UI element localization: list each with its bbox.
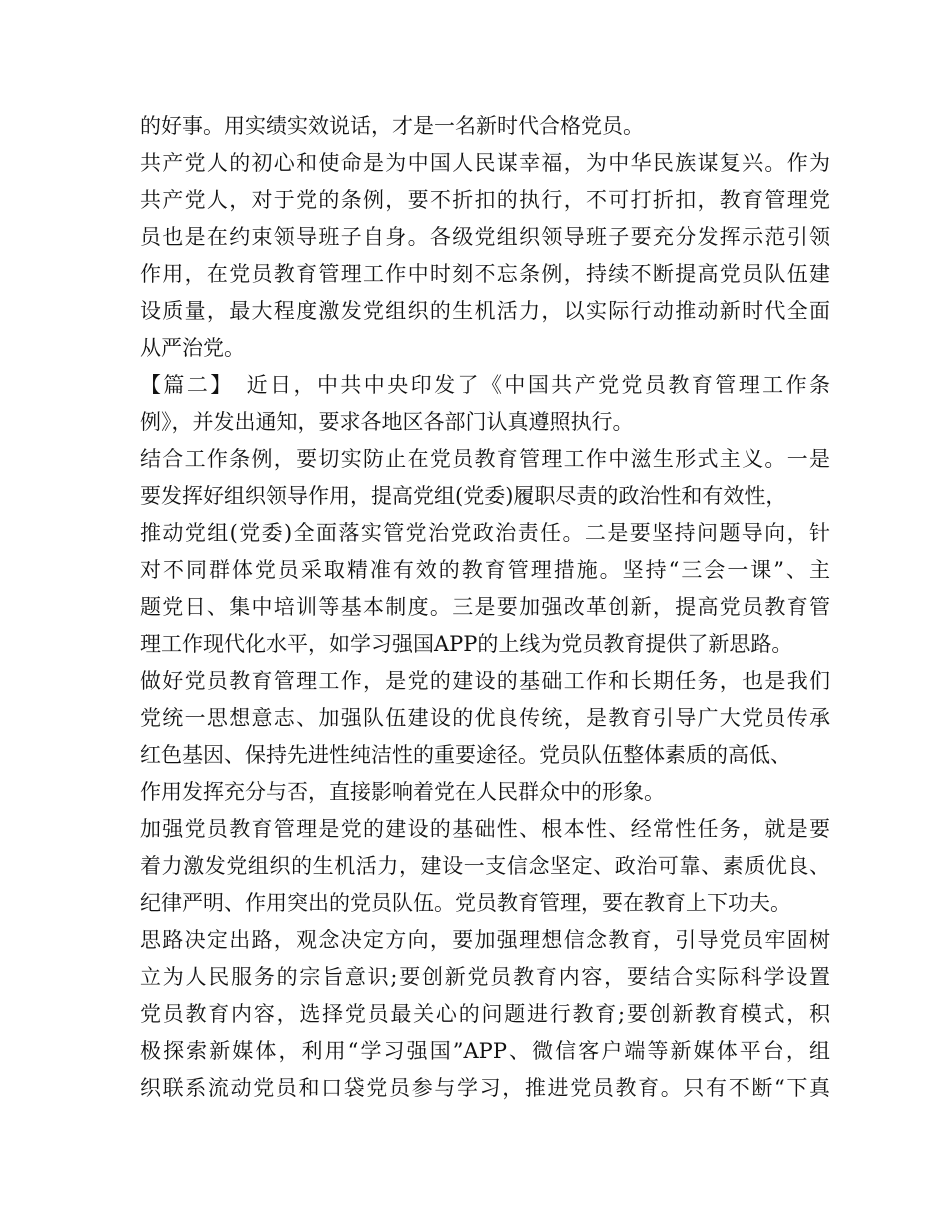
text-line: 要发挥好组织领导作用，提高党组(党委)履职尽责的政治性和有效性， [140,484,787,508]
text-line: 加强党员教育管理是党的建设的基础性、根本性、经常性任务，就是要 [140,817,830,841]
text-line: 红色基因、保持先进性纯洁性的重要途径。党员队伍整体素质的高低、 [140,743,791,767]
text-line: 设质量，最大程度激发党组织的生机活力，以实际行动推动新时代全面 [140,299,830,323]
text-line: 极探索新媒体，利用“学习强国”APP、微信客户端等新媒体平台，组 [140,1039,830,1063]
document-body [140,108,830,1107]
text-line: 党统一思想意志、加强队伍建设的优良传统，是教育引导广大党员传承 [140,706,830,730]
text-line: 从严治党。 [140,336,245,360]
text-line: 的好事。用实绩实效说话，才是一名新时代合格党员。 [140,114,644,138]
text-line: 做好党员教育管理工作，是党的建设的基础工作和长期任务，也是我们 [140,669,830,693]
text-line: 纪律严明、作用突出的党员队伍。党员教育管理，要在教育上下功夫。 [140,891,791,915]
text-line: 对不同群体党员采取精准有效的教育管理措施。坚持“三会一课”、主 [140,558,830,582]
text-line: 结合工作条例，要切实防止在党员教育管理工作中滋生形式主义。一是 [140,447,830,471]
text-line: 作用发挥充分与否，直接影响着党在人民群众中的形象。 [140,780,665,804]
text-line: 题党日、集中培训等基本制度。三是要加强改革创新，提高党员教育管 [140,595,830,619]
text-line: 思路决定出路，观念决定方向，要加强理想信念教育，引导党员牢固树 [140,928,830,952]
text-line: 理工作现代化水平，如学习强国APP的上线为党员教育提供了新思路。 [140,632,793,656]
text-line: 党员教育内容，选择党员最关心的问题进行教育;要创新教育模式，积 [140,1002,830,1026]
text-line: 例》，并发出通知，要求各地区各部门认真遵照执行。 [140,410,634,434]
text-line: 员也是在约束领导班子自身。各级党组织领导班子要充分发挥示范引领 [140,225,830,249]
text-line: 立为人民服务的宗旨意识;要创新党员教育内容，要结合实际科学设置 [140,965,830,989]
text-line: 共产党人，对于党的条例，要不折扣的执行，不可打折扣，教育管理党 [140,188,830,212]
text-line: 着力激发党组织的生机活力，建设一支信念坚定、政治可靠、素质优良、 [140,854,830,878]
text-line: 作用，在党员教育管理工作中时刻不忘条例，持续不断提高党员队伍建 [140,262,830,286]
text-line: 织联系流动党员和口袋党员参与学习，推进党员教育。只有不断“下真 [140,1076,830,1100]
text-column [140,108,830,1107]
text-line: 推动党组(党委)全面落实管党治党政治责任。二是要坚持问题导向，针 [140,521,830,545]
text-line: 共产党人的初心和使命是为中国人民谋幸福，为中华民族谋复兴。作为 [140,151,830,175]
text-line: 【篇二】 近日，中共中央印发了《中国共产党党员教育管理工作条 [140,373,830,397]
